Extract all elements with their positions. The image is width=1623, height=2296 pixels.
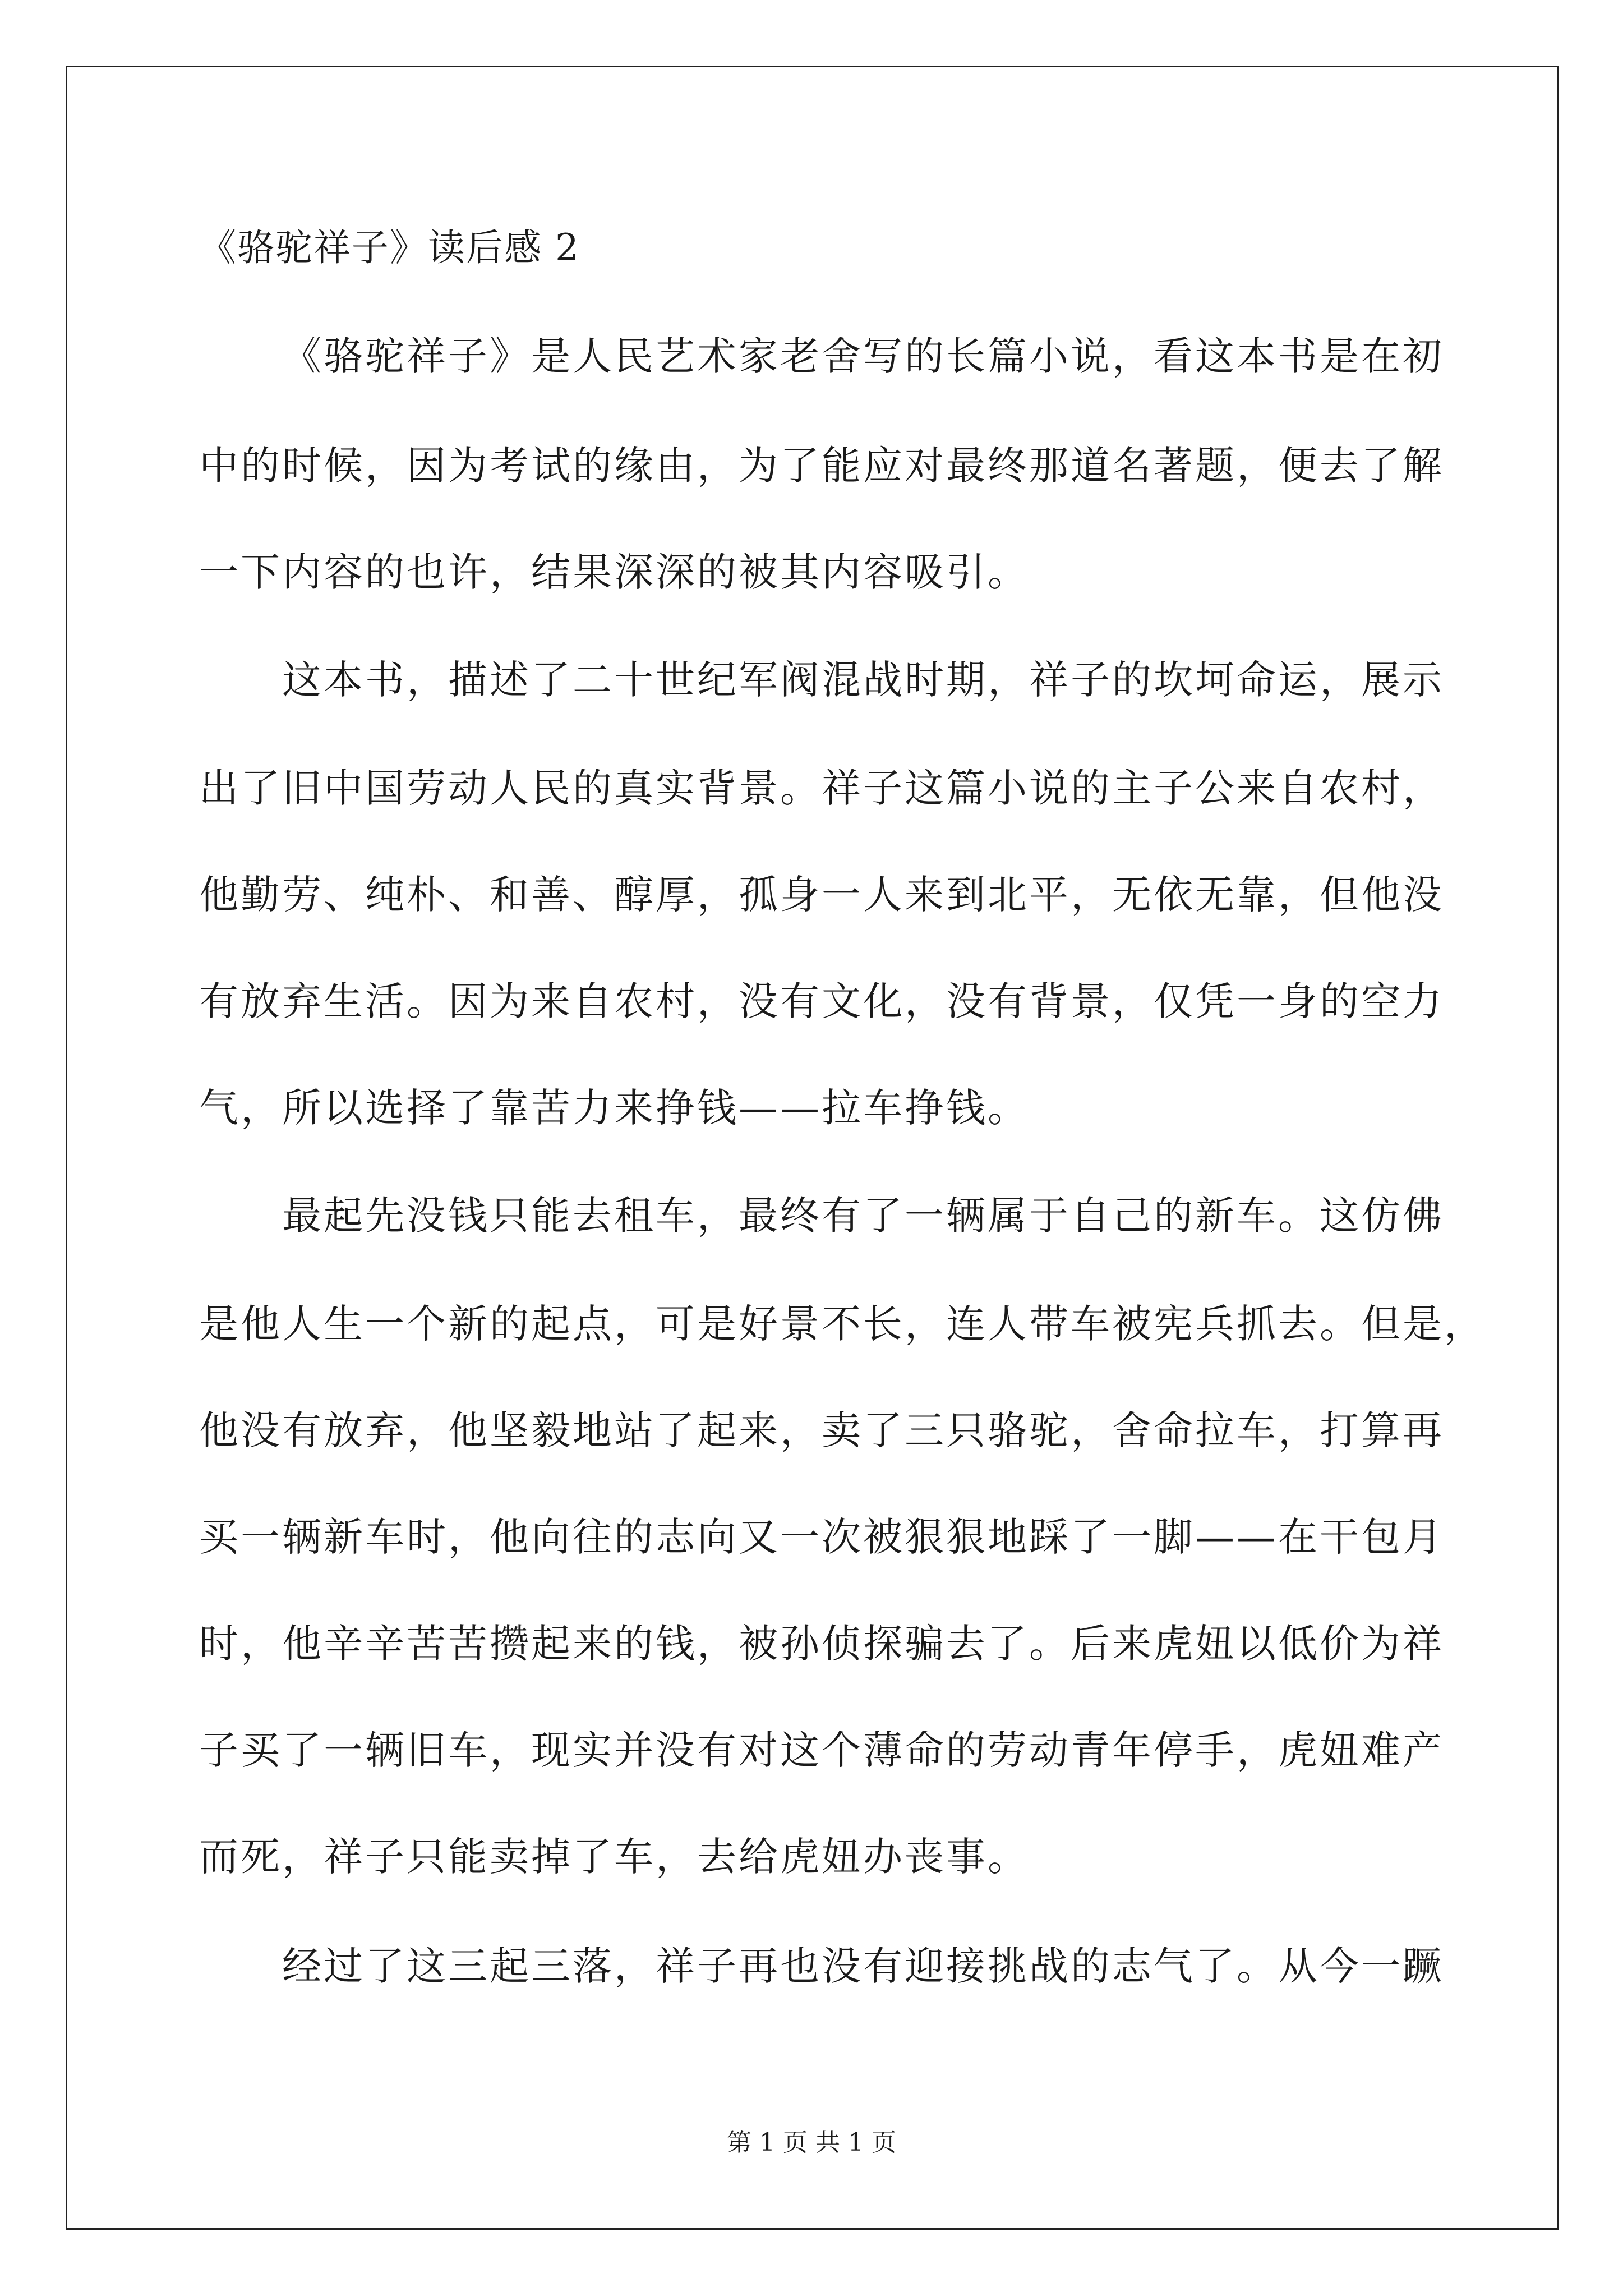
text-line-5: 出了旧中国劳动人民的真实背景。祥子这篇小说的主子公来自农村， [199, 765, 1444, 811]
page-border [66, 66, 1559, 2230]
text-line-12: 买一辆新车时，他向往的志向又一次被狠狠地踩了一脚——在干包月 [199, 1514, 1444, 1560]
page-footer: 第 1 页 共 1 页 [727, 2128, 896, 2157]
text-line-16: 经过了这三起三落，祥子再也没有迎接挑战的志气了。从今一蹶 [282, 1943, 1444, 1989]
text-line-7: 有放弃生活。因为来自农村，没有文化，没有背景，仅凭一身的空力 [199, 978, 1444, 1024]
text-line-6: 他勤劳、纯朴、和善、醇厚，孤身一人来到北平，无依无靠，但他没 [199, 872, 1444, 918]
text-line-3: 一下内容的也许，结果深深的被其内容吸引。 [199, 549, 1029, 595]
text-line-2: 中的时候，因为考试的缘由，为了能应对最终那道名著题，便去了解 [199, 443, 1444, 489]
text-line-9: 最起先没钱只能去租车，最终有了一辆属于自己的新车。这仿佛 [282, 1193, 1444, 1239]
text-line-1: 《骆驼祥子》是人民艺术家老舍写的长篇小说，看这本书是在初 [282, 333, 1444, 379]
text-line-13: 时，他辛辛苦苦攒起来的钱，被孙侦探骗去了。后来虎妞以低价为祥 [199, 1621, 1444, 1667]
text-line-15: 而死，祥子只能卖掉了车，去给虎妞办丧事。 [199, 1834, 1029, 1880]
text-line-10: 是他人生一个新的起点，可是好景不长，连人带车被宪兵抓去。但是， [199, 1301, 1486, 1347]
text-line-4: 这本书，描述了二十世纪军阀混战时期，祥子的坎坷命运，展示 [282, 657, 1444, 703]
document-title: 《骆驼祥子》读后感 2 [199, 226, 580, 269]
text-line-11: 他没有放弃，他坚毅地站了起来，卖了三只骆驼，舍命拉车，打算再 [199, 1407, 1444, 1453]
text-line-14: 子买了一辆旧车，现实并没有对这个薄命的劳动青年停手，虎妞难产 [199, 1727, 1444, 1773]
text-line-8: 气，所以选择了靠苦力来挣钱——拉车挣钱。 [199, 1085, 1029, 1131]
